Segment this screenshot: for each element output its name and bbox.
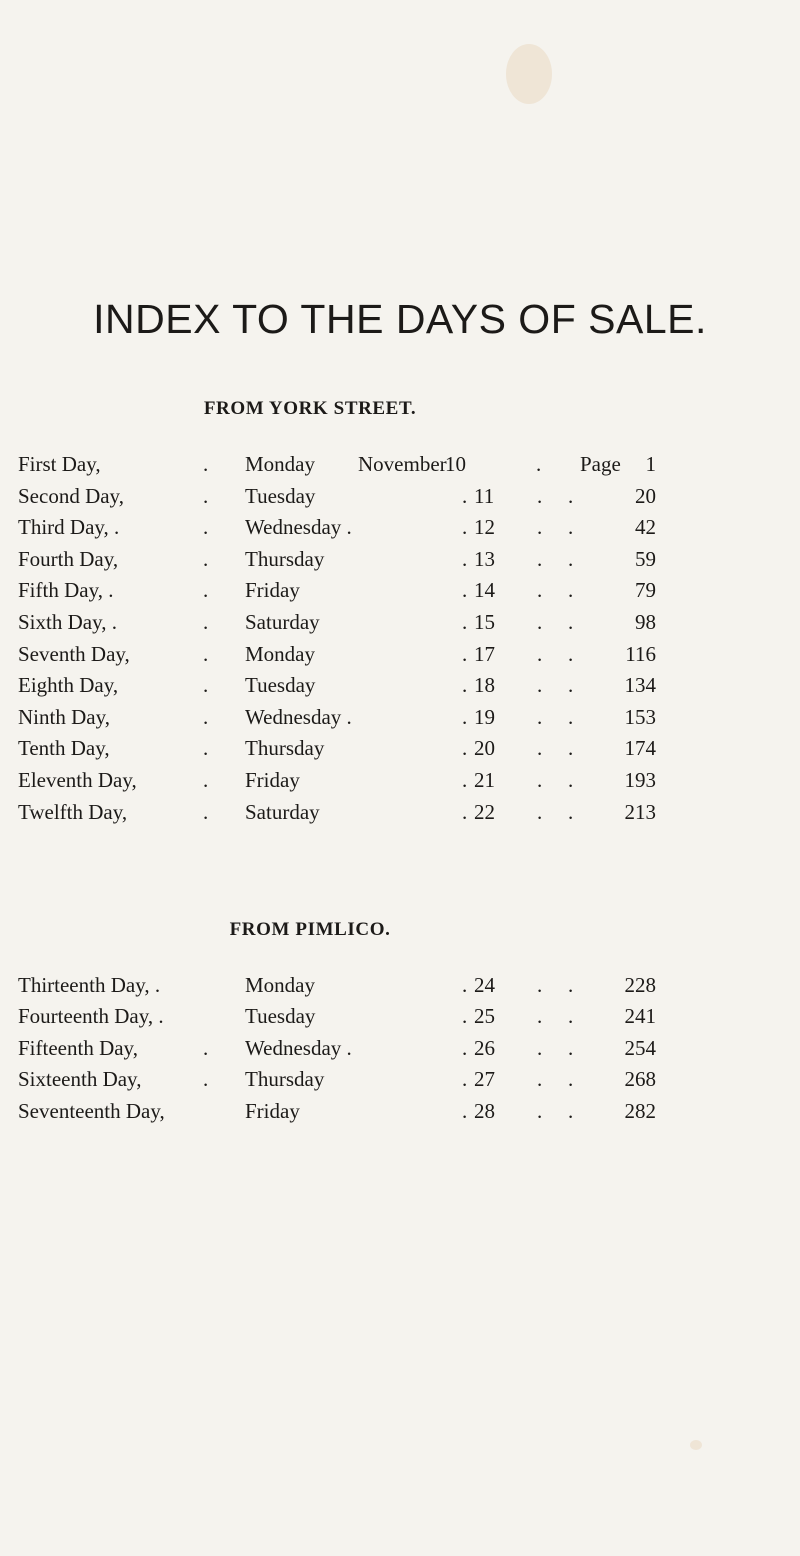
- index-row: [0, 705, 800, 733]
- weekday: Friday: [245, 768, 300, 792]
- weekday: Friday: [245, 1098, 300, 1123]
- page-number: 1: [645, 452, 656, 476]
- page-number: 268: [624, 1067, 656, 1092]
- weekday: Thursday: [245, 1067, 325, 1092]
- index-row: [0, 973, 800, 1001]
- leader-dot: .: [203, 452, 209, 476]
- leader-dot: .: [462, 578, 468, 603]
- leader-dot: .: [462, 1035, 468, 1060]
- index-row: [0, 1036, 800, 1064]
- date: 22: [474, 799, 495, 824]
- index-row: [0, 1099, 800, 1127]
- index-row: [0, 610, 800, 638]
- leader-dot: .: [537, 768, 543, 792]
- index-row: [0, 578, 800, 606]
- weekday: Wednesday .: [245, 1035, 352, 1060]
- leader-dot: .: [568, 578, 574, 603]
- weekday: Monday: [245, 973, 315, 997]
- day-label: Fourteenth Day, .: [18, 1004, 164, 1029]
- leader-dot: .: [203, 515, 209, 540]
- leader-dot: .: [462, 483, 468, 508]
- page-number: 174: [624, 736, 656, 761]
- weekday: Saturday: [245, 610, 320, 634]
- leader-dot: .: [203, 483, 209, 508]
- page-label: Page: [580, 452, 621, 476]
- leader-dot: .: [203, 1035, 209, 1060]
- index-row: [0, 642, 800, 670]
- leader-dot: .: [537, 973, 543, 997]
- page-number: 213: [624, 799, 656, 824]
- leader-dot: .: [462, 546, 468, 571]
- day-label: Thirteenth Day, .: [18, 973, 161, 997]
- day-label: Seventh Day,: [18, 641, 130, 666]
- day-label: Fourth Day,: [18, 546, 119, 571]
- leader-dot: .: [568, 641, 574, 666]
- index-row: [0, 515, 800, 543]
- leader-dot: .: [203, 641, 209, 666]
- page-number: 42: [635, 515, 656, 540]
- page-number: 20: [635, 483, 656, 508]
- index-row: [0, 736, 800, 764]
- weekday: Thursday: [245, 736, 325, 761]
- index-row: [0, 1067, 800, 1095]
- weekday: Thursday: [245, 546, 325, 571]
- leader-dot: .: [462, 1098, 468, 1123]
- leader-dot: .: [568, 483, 574, 508]
- leader-dot: .: [537, 1098, 543, 1123]
- page-number: 241: [624, 1004, 656, 1029]
- date: 21: [474, 768, 495, 792]
- leader-dot: .: [537, 610, 543, 634]
- leader-dot: .: [568, 1067, 574, 1092]
- leader-dot: .: [203, 610, 209, 634]
- paper-stain: [506, 44, 552, 104]
- date: 20: [474, 736, 495, 761]
- date: 12: [474, 515, 495, 540]
- weekday: Friday: [245, 578, 300, 603]
- date: 18: [474, 673, 495, 698]
- date: 17: [474, 641, 495, 666]
- page-number: 282: [624, 1098, 656, 1123]
- leader-dot: .: [203, 736, 209, 761]
- date: 11: [474, 483, 495, 508]
- day-label: Second Day,: [18, 483, 124, 508]
- page-number: 153: [624, 704, 656, 729]
- leader-dot: .: [537, 1067, 543, 1092]
- weekday: Monday: [245, 641, 315, 666]
- page-number: 98: [635, 610, 656, 634]
- section-heading-pimlico: FROM PIMLICO.: [229, 919, 391, 940]
- leader-dot: .: [537, 515, 543, 540]
- leader-dot: .: [568, 799, 574, 824]
- month: November: [358, 452, 447, 476]
- leader-dot: .: [462, 673, 468, 698]
- leader-dot: .: [568, 546, 574, 571]
- day-label: Eighth Day,: [18, 673, 119, 698]
- page-number: 193: [624, 768, 656, 792]
- leader-dot: .: [537, 483, 543, 508]
- day-label: Seventeenth Day,: [18, 1098, 165, 1123]
- leader-dot: .: [462, 768, 468, 792]
- leader-dot: .: [462, 799, 468, 824]
- day-label: Third Day, .: [18, 515, 120, 540]
- index-row: [0, 800, 800, 828]
- weekday: Wednesday .: [245, 704, 352, 729]
- weekday: Wednesday .: [245, 515, 352, 540]
- day-label: First Day,: [18, 452, 101, 476]
- leader-dot: .: [568, 1004, 574, 1029]
- index-row: [0, 768, 800, 796]
- leader-dot: .: [568, 515, 574, 540]
- date: 25: [474, 1004, 495, 1029]
- date: 24: [474, 973, 495, 997]
- day-label: Sixth Day, .: [18, 610, 117, 634]
- index-row: [0, 673, 800, 701]
- page-title: INDEX TO THE DAYS OF SALE.: [93, 296, 707, 342]
- page-number: 134: [624, 673, 656, 698]
- index-row: [0, 1004, 800, 1032]
- leader-dot: .: [462, 515, 468, 540]
- leader-dot: .: [568, 673, 574, 698]
- weekday: Saturday: [245, 799, 320, 824]
- day-label: Ninth Day,: [18, 704, 110, 729]
- leader-dot: .: [462, 704, 468, 729]
- leader-dot: .: [203, 799, 209, 824]
- page-number: 79: [635, 578, 656, 603]
- leader-dot: .: [537, 799, 543, 824]
- leader-dot: .: [462, 736, 468, 761]
- date: 14: [474, 578, 495, 603]
- weekday: Tuesday: [245, 483, 316, 508]
- leader-dot: .: [568, 736, 574, 761]
- leader-dot: .: [462, 610, 468, 634]
- leader-dot: .: [537, 704, 543, 729]
- leader-dot: .: [537, 673, 543, 698]
- leader-dot: .: [203, 768, 209, 792]
- leader-dot: .: [537, 1035, 543, 1060]
- index-row: [0, 452, 800, 480]
- leader-dot: .: [462, 973, 468, 997]
- day-label: Fifteenth Day,: [18, 1035, 138, 1060]
- date: 19: [474, 704, 495, 729]
- leader-dot: .: [203, 704, 209, 729]
- leader-dot: .: [537, 641, 543, 666]
- leader-dot: .: [537, 546, 543, 571]
- leader-dot: .: [462, 1067, 468, 1092]
- leader-dot: .: [568, 1098, 574, 1123]
- date: 27: [474, 1067, 495, 1092]
- leader-dot: .: [203, 673, 209, 698]
- day-label: Fifth Day, .: [18, 578, 114, 603]
- leader-dot: .: [568, 704, 574, 729]
- paper-stain: [690, 1440, 702, 1450]
- leader-dot: .: [203, 546, 209, 571]
- leader-dot: .: [462, 641, 468, 666]
- weekday: Monday: [245, 452, 315, 476]
- page-number: 254: [624, 1035, 656, 1060]
- index-row: [0, 484, 800, 512]
- weekday: Tuesday: [245, 673, 316, 698]
- leader-dot: .: [462, 1004, 468, 1029]
- day-label: Eleventh Day,: [18, 768, 137, 792]
- day-label: Tenth Day,: [18, 736, 110, 761]
- leader-dot: .: [568, 1035, 574, 1060]
- date: 10: [445, 452, 466, 476]
- leader-dot: .: [568, 610, 574, 634]
- leader-dot: .: [536, 452, 542, 476]
- section-heading-york-street: FROM YORK STREET.: [203, 398, 417, 419]
- page-number: 228: [624, 973, 656, 997]
- leader-dot: .: [537, 1004, 543, 1029]
- index-row: [0, 547, 800, 575]
- leader-dot: .: [203, 1067, 209, 1092]
- date: 28: [474, 1098, 495, 1123]
- weekday: Tuesday: [245, 1004, 316, 1029]
- date: 15: [474, 610, 495, 634]
- page-number: 116: [625, 641, 656, 666]
- day-label: Twelfth Day,: [18, 799, 128, 824]
- date: 13: [474, 546, 495, 571]
- day-label: Sixteenth Day,: [18, 1067, 142, 1092]
- date: 26: [474, 1035, 495, 1060]
- page-number: 59: [635, 546, 656, 571]
- leader-dot: .: [568, 768, 574, 792]
- leader-dot: .: [203, 578, 209, 603]
- leader-dot: .: [537, 736, 543, 761]
- leader-dot: .: [537, 578, 543, 603]
- leader-dot: .: [568, 973, 574, 997]
